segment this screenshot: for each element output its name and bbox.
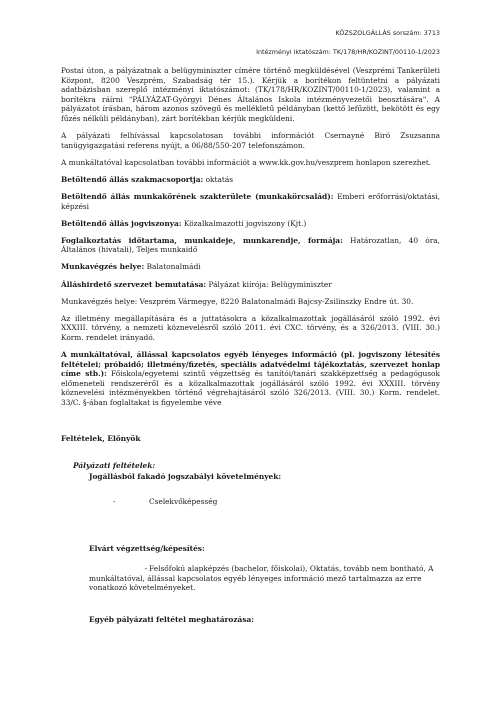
field-label: Betöltendő állás jogviszonya: (61, 218, 182, 228)
list-item (89, 564, 440, 593)
field-label: Betöltendő állás szakmacsoportja: (61, 174, 204, 184)
list-item-text: Cselekvőképesség (149, 497, 218, 506)
field-value: Emberi erőforrási/oktatási, képzési (61, 191, 440, 211)
field-label: Foglalkoztatás időtartama, munkaideje, munkarendje, formája: (61, 235, 343, 245)
subheading-palyazati-feltetelek: Pályázati feltételek: (73, 461, 156, 470)
salary-paragraph: Az illetmény megállapítására és a juttatásokra a közalkalmazottak jogállásáról szóló 1992. évi XXXIII. törvény, a nemzeti köznevelésről szóló 2011. évi CXC. törvény, és a 326/2013. (VIII. 30.) Korm. rendelet irányadó. (61, 313, 440, 342)
field-value: oktatás (203, 174, 234, 184)
field-egyeb-lenyeges (61, 350, 440, 408)
workplace-paragraph: Munkavégzés helye: Veszprém Vármegye, 8220 Balatonalmádi Bajcsy-Zsilinszky Endre út. 30. (61, 296, 414, 306)
subheading-jogszabalyi-kovetelmenyek: Jogállásból fakadó jogszabályi követelmények: (89, 472, 282, 481)
field-value: Közalkalmazotti jogviszony (Kjt.) (181, 218, 307, 228)
field-value: Balatonalmádi (144, 262, 201, 272)
contact-paragraph: A pályázati felhívással kapcsolatosan további információt Csernayné Biró Zsuzsanna tanügyigazgatási referens nyújt, a 06/88/550-207 telefonszámon. (61, 131, 440, 150)
field-allashirdeto (61, 280, 440, 290)
field-label: Munkavégzés helye: (61, 262, 145, 272)
field-szakmacsoport (61, 175, 440, 185)
subheading-egyeb-feltetel: Egyéb pályázati feltétel meghatározása: (89, 615, 255, 624)
website-paragraph: A munkáltatóval kapcsolatban további információt a www.kk.gov.hu/veszprem honlapon szerezhet. (61, 157, 432, 167)
field-szakterulet (61, 192, 440, 211)
list-dash: - (144, 564, 147, 573)
list-item (113, 497, 492, 507)
document-body (61, 66, 440, 415)
field-foglalkoztatas (61, 236, 440, 255)
field-value: Főiskola/egyetemi szintű végzettség és tanítói/tanári szakképzettség a pedagógusok előmeneteli rendszeréről és a közalkalmazottak jogállásáról szóló 1992. évi XXXIII. törvény köznevelési intézményekben történő végrehajtásáról szóló 326/2013. (VIII. 30.) Korm. rendelet. 33/C. §-ában foglaltakat is figyelembe véve (61, 369, 440, 407)
submission-paragraph: Postai úton, a pályázatnak a belügyminiszter címére történő megküldésével (Veszprémi Tankerületi Központ, 8200 Veszprém, Szabadság tér 15.). Kérjük a borítékon feltüntetni a pályázati adatbázisban szereplő intézményi iktatószámot: (TK/178/HR/KOZINT/00110-1/2023), valamint a borítékra ráírni "PÁLYÁZAT-Györgyi Dénes Általános Iskola intézményvezetői beosztására". A pályázatot írásban, három azonos szövegű és mellékletű példányban (kettő lefűzött, bekötött és egy fűzés nélküli példányban), zárt borítékban kérjük megküldeni. (61, 66, 440, 123)
field-value: Határozatlan, 40 óra, Általános (hivatali), Teljes munkaidő (61, 235, 440, 255)
list-dash: - (113, 497, 116, 506)
field-value: Pályázat kiírója: Belügyminiszter (206, 279, 332, 289)
field-label: Álláshirdető szervezet bemutatása: (61, 279, 207, 289)
field-munkavegzes (61, 262, 440, 272)
section-heading-feltetelek: Feltételek, Előnyök (61, 434, 141, 443)
header-serial-number: KÖZSZOLGÁLLÁS sorszám: 3713 (335, 29, 440, 37)
subheading-elvart-vegzettseg: Elvárt végzettség/képesítés: (89, 544, 205, 553)
list-item-text: Felsőfokú alapképzés (bachelor, főiskolai), Oktatás, tovább nem bontható, A munkáltatóval, állással kapcsolatos egyéb lényeges információ mező tartalmazza az erre vonatkozó követelményeket. (89, 564, 434, 593)
field-jogviszony (61, 219, 440, 229)
field-label: A munkáltatóval, állással kapcsolatos egyéb lényeges információ (pl. jogviszony létesítés feltételei; próbaidő; illetmény/fizetés, speciális adatvédelmi tájékoztatás, szervezet honlap címe stb.): (61, 349, 440, 379)
field-label: Betöltendő állás munkakörének szakterülete (munkakörcsalád): (61, 191, 334, 201)
header-reference-number: Intézményi iktatószám: TK/178/HR/KOZINT/00110-1/2023 (256, 48, 440, 56)
